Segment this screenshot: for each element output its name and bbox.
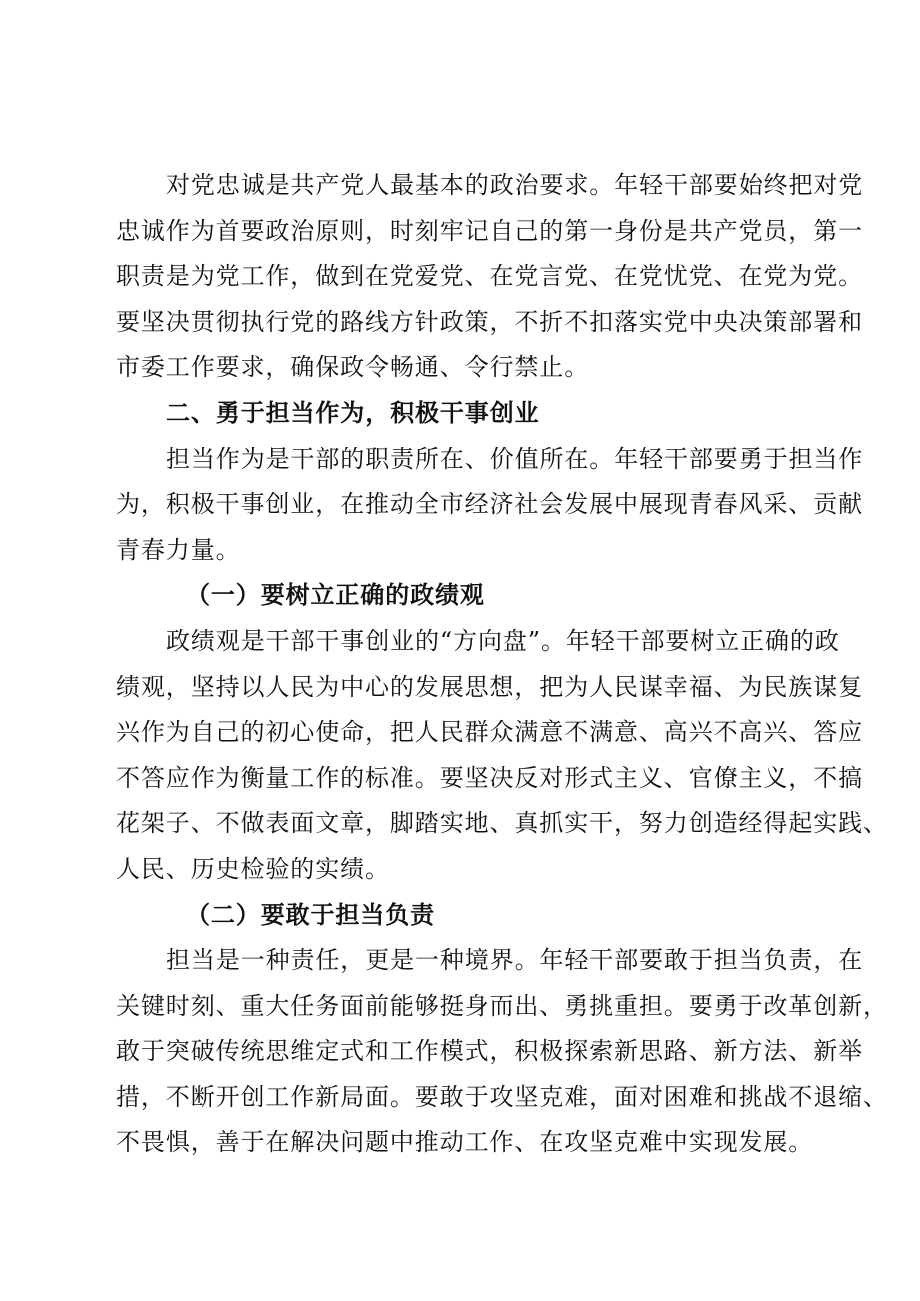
document-page (116, 163, 888, 1166)
text-line: 关键时刻、重大任务面前能够挺身而出、勇挑重担。要勇于改革创新， (116, 991, 888, 1020)
text-line: 市委工作要求，确保政令畅通、令行禁止。 (116, 353, 590, 382)
text-line: 职责是为党工作，做到在党爱党、在党言党、在党忧党、在党为党。 (116, 262, 863, 291)
text-line: 担当是一种责任，更是一种境界。年轻干部要敢于担当负责，在 (166, 946, 864, 975)
text-line: 花架子、不做表面文章，脚踏实地、真抓实干，努力创造经得起实践、 (116, 809, 888, 838)
text-line: 忠诚作为首要政治原则，时刻牢记自己的第一身份是共产党员，第一 (116, 216, 863, 245)
subsection-heading: （二）要敢于担当负责 (186, 900, 435, 929)
text-line: 敢于突破传统思维定式和工作模式，积极探索新思路、新方法、新举 (116, 1037, 863, 1066)
text-line: 要坚决贯彻执行党的路线方针政策，不折不扣落实党中央决策部署和 (116, 307, 863, 336)
text-line: 人民、历史检验的实绩。 (116, 854, 390, 883)
text-line: 政绩观是干部干事创业的“方向盘”。年轻干部要树立正确的政 (166, 626, 840, 655)
text-line: 不畏惧，善于在解决问题中推动工作、在攻坚克难中实现发展。 (116, 1128, 814, 1157)
text-line: 绩观，坚持以人民为中心的发展思想，把为人民谋幸福、为民族谋复 (116, 672, 863, 701)
text-line: 兴作为自己的初心使命，把人民群众满意不满意、高兴不高兴、答应 (116, 718, 863, 747)
text-line: 为，积极干事创业，在推动全市经济社会发展中展现青春风采、贡献 (116, 490, 863, 519)
paragraph-responsibility (116, 437, 864, 574)
subsection-heading: （一）要树立正确的政绩观 (186, 581, 485, 610)
paragraph-take-charge (116, 938, 888, 1166)
text-line: 担当作为是干部的职责所在、价值所在。年轻干部要勇于担当作 (166, 444, 864, 473)
text-line: 对党忠诚是共产党人最基本的政治要求。年轻干部要始终把对党 (166, 171, 864, 199)
text-line: 青春力量。 (116, 535, 241, 564)
paragraph-party-loyalty (116, 163, 864, 391)
text-line: 不答应作为衡量工作的标准。要坚决反对形式主义、官僚主义，不搞 (116, 763, 863, 792)
section-heading: 二、勇于担当作为，积极干事创业 (166, 398, 540, 427)
text-line: 措，不断开创工作新局面。要敢于攻坚克难，面对困难和挑战不退缩、 (116, 1082, 888, 1111)
paragraph-performance-view (116, 619, 888, 893)
